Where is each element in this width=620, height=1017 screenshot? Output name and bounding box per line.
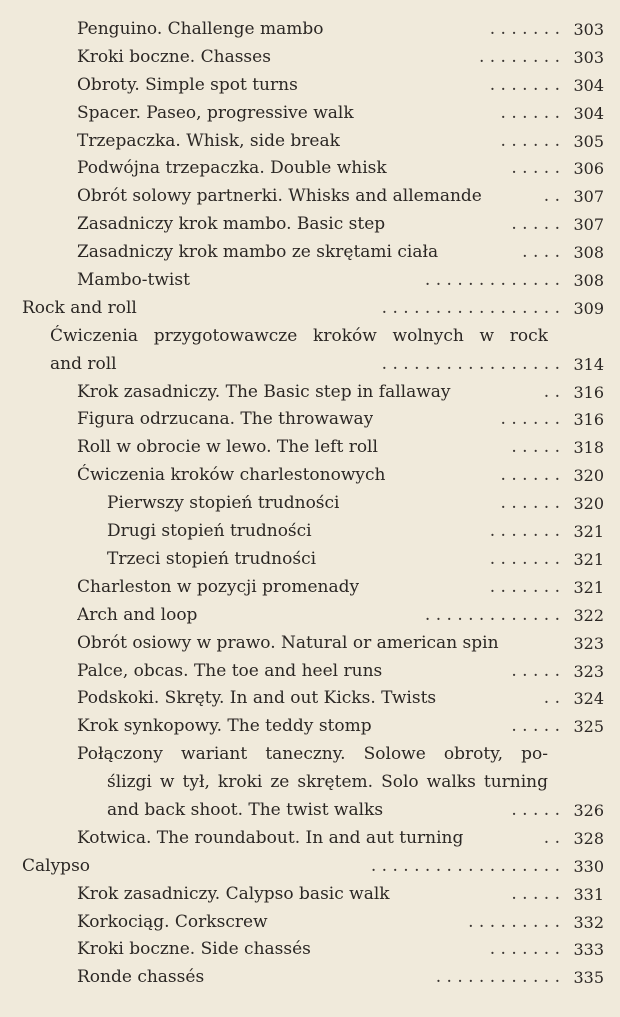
- toc-entry-leader-dots: . . . . .: [511, 883, 560, 904]
- toc-entry: [0, 574, 620, 602]
- toc-entry-leader-dots: . .: [543, 688, 560, 709]
- toc-entry-title: Podskoki. Skręty. In and out Kicks. Twists: [77, 688, 437, 709]
- toc-entry-page-number: 320: [573, 466, 604, 486]
- toc-entry-title: and back shoot. The twist walks: [107, 799, 384, 820]
- toc-entry-title: Roll w obrocie w lewo. The left roll: [77, 437, 378, 458]
- toc-entry-page-number: 307: [573, 215, 604, 235]
- toc-entry: [0, 267, 620, 295]
- toc-entry-title: Zasadniczy krok mambo. Basic step: [77, 214, 386, 235]
- toc-entry: [0, 964, 620, 992]
- toc-entry-title: Rock and roll: [22, 297, 137, 318]
- toc-entry-page-number: 321: [573, 522, 604, 542]
- toc-entry: [0, 100, 620, 128]
- toc-entry-leader-dots: . . . . .: [511, 158, 560, 179]
- toc-entry-leader-dots: . .: [543, 381, 560, 402]
- toc-entry: [0, 434, 620, 462]
- toc-entry: [0, 183, 620, 211]
- toc-entry-page-number: 316: [573, 410, 604, 430]
- toc-entry-page-number: 323: [573, 661, 604, 681]
- toc-entry-title: Krok zasadniczy. The Basic step in fallaway: [77, 381, 451, 402]
- toc-entry-title: Drugi stopień trudności: [107, 521, 312, 542]
- toc-entry: [0, 602, 620, 630]
- toc-entry-page-number: 323: [573, 633, 604, 653]
- toc-entry-title: Penguino. Challenge mambo: [77, 19, 324, 39]
- toc-entry: [0, 323, 620, 379]
- toc-entry-title: and roll: [50, 353, 117, 374]
- toc-entry-page-number: 303: [573, 20, 604, 39]
- toc-entry: [0, 128, 620, 156]
- toc-entry: [0, 239, 620, 267]
- toc-entry-title: Ćwiczenia kroków charlestonowych: [77, 465, 386, 486]
- toc-entry-page-number: 305: [573, 131, 604, 151]
- toc-entry-leader-dots: . . . . . .: [500, 493, 560, 514]
- toc-entry-page-number: 330: [573, 856, 604, 876]
- toc-entry: [0, 713, 620, 741]
- toc-entry-title: Obrót osiowy w prawo. Natural or american spin: [77, 632, 499, 653]
- toc-entry: [0, 490, 620, 518]
- toc-entry-page-number: 328: [573, 828, 604, 848]
- toc-entry-page-number: 309: [573, 298, 604, 318]
- toc-entry-title: Mambo-twist: [77, 270, 190, 291]
- toc-entry-leader-dots: . . . . . . . .: [478, 46, 560, 67]
- toc-entry: [0, 72, 620, 100]
- toc-entry-page-number: 321: [573, 549, 604, 569]
- toc-entry-title: Kroki boczne. Side chassés: [77, 939, 311, 960]
- toc-entry: [0, 685, 620, 713]
- toc-entry: [0, 211, 620, 239]
- toc-entry: [0, 825, 620, 853]
- toc-entry-leader-dots: . . . . . .: [500, 130, 560, 151]
- toc-entry-title: Kroki boczne. Chasses: [77, 46, 271, 67]
- toc-entry-page-number: 332: [573, 912, 604, 932]
- toc-entry-title: Spacer. Paseo, progressive walk: [77, 102, 354, 123]
- toc-entry-title: Figura odrzucana. The throwaway: [77, 409, 374, 430]
- toc-entry-page-number: 308: [573, 243, 604, 263]
- toc-entry-leader-dots: . . . . . . . . . . . . . . . . .: [381, 353, 560, 374]
- toc-entry: [0, 406, 620, 434]
- toc-entry: [0, 881, 620, 909]
- toc-entry-leader-dots: . . . . . . .: [489, 548, 560, 569]
- toc-entry-leader-dots: . . . . . . . . . . . . . . . . .: [381, 297, 560, 318]
- toc-entry-title: Trzeci stopień trudności: [107, 548, 317, 569]
- toc-entry-page-number: 333: [573, 940, 604, 960]
- toc-entry-title: Ronde chassés: [77, 967, 205, 988]
- toc-entry-title: Obroty. Simple spot turns: [77, 74, 298, 95]
- toc-entry-leader-dots: . . . . . .: [500, 465, 560, 486]
- toc-entry-title: Charleston w pozycji promenady: [77, 576, 360, 597]
- toc-entry: [0, 44, 620, 72]
- toc-entry-page-number: 321: [573, 577, 604, 597]
- toc-entry-page-number: 316: [573, 382, 604, 402]
- toc-entry-page-number: 324: [573, 689, 604, 709]
- toc-entry-title: ślizgi w tył, kroki ze skrętem. Solo walks turning: [107, 772, 548, 793]
- toc-entry-leader-dots: . . . . . . . . . . . . .: [424, 604, 560, 625]
- toc-entry-leader-dots: . . . . .: [511, 660, 560, 681]
- toc-entry-leader-dots: . . . . . . .: [489, 521, 560, 542]
- toc-entry-page-number: 314: [573, 354, 604, 374]
- toc-entry-leader-dots: . . . . . .: [500, 409, 560, 430]
- toc-entry: [0, 546, 620, 574]
- toc-entry: [0, 295, 620, 323]
- toc-entry-title: Krok synkopowy. The teddy stomp: [77, 716, 372, 737]
- toc-entry-title: Krok zasadniczy. Calypso basic walk: [77, 883, 390, 904]
- toc-entry: [0, 155, 620, 183]
- toc-entry-title: Zasadniczy krok mambo ze skrętami ciała: [77, 242, 439, 263]
- toc-entry-leader-dots: . .: [543, 827, 560, 848]
- toc-entry: [0, 909, 620, 937]
- toc-entry-page-number: 307: [573, 187, 604, 207]
- toc-entry-title: Ćwiczenia przygotowawcze kroków wolnych w rock: [50, 325, 548, 346]
- toc-entry-leader-dots: . . . . .: [511, 437, 560, 458]
- toc-entry-title: Podwójna trzepaczka. Double whisk: [77, 158, 387, 179]
- toc-entry: [0, 379, 620, 407]
- toc-entry-title: Połączony wariant taneczny. Solowe obroty, po-: [77, 744, 548, 765]
- toc-entry-title: Calypso: [22, 855, 91, 876]
- toc-entry-title: Arch and loop: [77, 604, 198, 625]
- toc-entry-page-number: 306: [573, 159, 604, 179]
- toc-entry: [0, 16, 620, 44]
- toc-entry-leader-dots: . . . . . . .: [489, 939, 560, 960]
- toc-entry: [0, 741, 620, 825]
- toc-entry-page-number: 318: [573, 438, 604, 458]
- table-of-contents: [0, 16, 620, 992]
- toc-entry: [0, 936, 620, 964]
- toc-entry-title: Palce, obcas. The toe and heel runs: [77, 660, 383, 681]
- toc-entry-leader-dots: . . . . .: [511, 716, 560, 737]
- toc-entry: [0, 853, 620, 881]
- toc-entry-page-number: 308: [573, 271, 604, 291]
- toc-entry-title: Trzepaczka. Whisk, side break: [77, 130, 340, 151]
- toc-entry-leader-dots: . . . . . . . . . . . . . . . . . .: [370, 855, 560, 876]
- toc-entry: [0, 518, 620, 546]
- toc-entry-page-number: 331: [573, 884, 604, 904]
- toc-entry-page-number: 303: [573, 47, 604, 67]
- toc-entry-leader-dots: . . . . . . .: [489, 576, 560, 597]
- toc-entry-leader-dots: . .: [543, 186, 560, 207]
- toc-entry-page-number: 320: [573, 494, 604, 514]
- toc-entry-leader-dots: . . . . . . . . . . . . .: [424, 270, 560, 291]
- toc-entry: [0, 630, 620, 658]
- toc-entry-title: Korkociąg. Corkscrew: [77, 911, 268, 932]
- toc-entry-leader-dots: . . . . . . . . .: [468, 911, 560, 932]
- toc-entry-leader-dots: . . . . . . . . . . . .: [435, 967, 560, 988]
- toc-entry: [0, 658, 620, 686]
- toc-entry-leader-dots: . . . . . . .: [489, 74, 560, 95]
- toc-entry-page-number: 326: [573, 800, 604, 820]
- toc-entry-page-number: 335: [573, 968, 604, 988]
- toc-entry-leader-dots: . . . . . .: [500, 102, 560, 123]
- toc-entry: [0, 462, 620, 490]
- toc-entry-page-number: 325: [573, 717, 604, 737]
- toc-entry-leader-dots: . . . . .: [511, 799, 560, 820]
- toc-entry-leader-dots: . . . .: [522, 242, 560, 263]
- toc-entry-page-number: 304: [573, 103, 604, 123]
- toc-entry-title: Pierwszy stopień trudności: [107, 493, 340, 514]
- toc-entry-leader-dots: . . . . . . .: [489, 19, 560, 39]
- toc-entry-title: Obrót solowy partnerki. Whisks and allemande: [77, 186, 482, 207]
- toc-entry-leader-dots: . . . . .: [511, 214, 560, 235]
- toc-entry-page-number: 304: [573, 75, 604, 95]
- toc-entry-title: Kotwica. The roundabout. In and aut turning: [77, 827, 464, 848]
- toc-entry-page-number: 322: [573, 605, 604, 625]
